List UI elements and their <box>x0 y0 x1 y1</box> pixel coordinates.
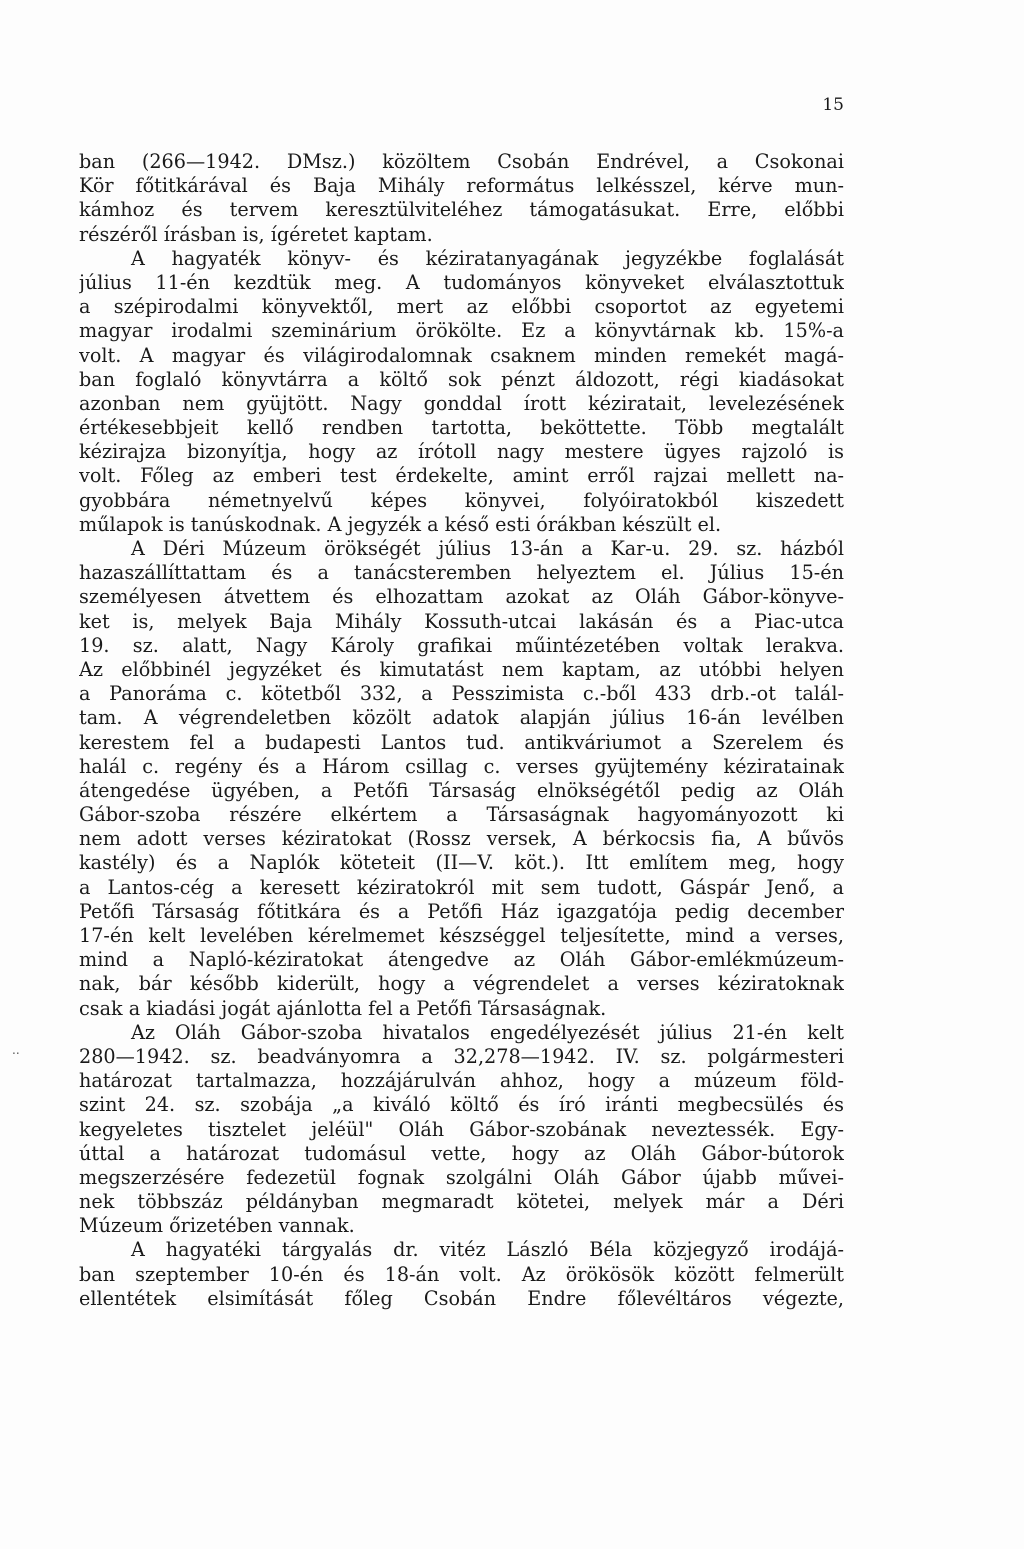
text-line: Az előbbinél jegyzéket és kimutatást nem kaptam, az utóbbi helyen <box>79 657 844 681</box>
text-line: szint 24. sz. szobája „a kiváló költő és író iránti megbecsülés és <box>79 1093 844 1117</box>
text-line: Az Oláh Gábor-szoba hivatalos engedélyezését július 21-én kelt <box>131 1020 844 1044</box>
text-line: gyobbára németnyelvű képes könyvei, folyóiratokból kiszedett <box>79 488 844 512</box>
margin-mark: .. <box>12 1043 20 1057</box>
text-line: halál c. regény és a Három csillag c. verses gyüjtemény kéziratainak <box>79 754 844 778</box>
text-line: kámhoz és tervem keresztülviteléhez támogatásukat. Erre, előbbi <box>79 198 844 222</box>
text-line: volt. A magyar és világirodalomnak csaknem minden remekét magá- <box>79 343 844 367</box>
text-line: átengedése ügyében, a Petőfi Társaság elnökségétől pedig az Oláh <box>79 778 844 802</box>
text-line: Múzeum őrizetében vannak. <box>79 1214 355 1238</box>
body-text <box>79 150 844 1311</box>
text-line: 19. sz. alatt, Nagy Károly grafikai műintézetében voltak lerakva. <box>79 633 844 657</box>
text-line: mind a Napló-kéziratokat átengedve az Oláh Gábor-emlékmúzeum- <box>79 948 844 972</box>
text-line: nak, bár később kiderült, hogy a végrendelet a verses kéziratoknak <box>79 972 844 996</box>
text-line: személyesen átvettem és elhozattam azokat az Oláh Gábor-könyve- <box>79 585 844 609</box>
text-line: kézirajza bizonyítja, hogy az írótoll nagy mestere ügyes rajzoló is <box>79 440 844 464</box>
text-line: A Déri Múzeum örökségét július 13-án a Kar-u. 29. sz. házból <box>131 537 844 560</box>
text-line: értékesebbjeit kellő rendben tartotta, beköttette. Több megtalált <box>79 416 844 440</box>
text-line: kegyeletes tisztelet jeléül" Oláh Gábor-szobának neveztessék. Egy- <box>79 1117 844 1141</box>
text-line: nem adott verses kéziratokat (Rossz versek, A bérkocsis fia, A bűvös <box>79 827 844 851</box>
text-line: a Lantos-cég a keresett kéziratokról mit sem tudott, Gáspár Jenő, a <box>79 875 844 899</box>
text-line: ellentétek elsimítását főleg Csobán Endre főlevéltáros végezte, <box>79 1286 844 1310</box>
text-line: tam. A végrendeletben közölt adatok alapján július 16-án levélben <box>79 706 844 730</box>
text-line: magyar irodalmi szeminárium örökölte. Ez a könyvtárnak kb. 15%-a <box>79 319 844 343</box>
text-line: Kör főtitkárával és Baja Mihály református lelkésszel, kérve mun- <box>79 174 844 198</box>
text-line: ket is, melyek Baja Mihály Kossuth-utcai lakásán és a Piac-utca <box>79 609 844 633</box>
text-line: hazaszállíttattam és a tanácsteremben helyeztem el. Július 15-én <box>79 561 844 585</box>
text-line: A hagyaték könyv- és kéziratanyagának jegyzékbe foglalását <box>131 246 844 270</box>
text-line: 280—1942. sz. beadványomra a 32,278—1942. IV. sz. polgármesteri <box>79 1044 844 1068</box>
text-line: részéről írásban is, ígéretet kaptam. <box>79 222 433 246</box>
text-line: július 11-én kezdtük meg. A tudományos könyveket elválasztottuk <box>79 270 844 294</box>
page-number: 15 <box>822 95 844 115</box>
text-line: a szépirodalmi könyvektől, mert az előbbi csoportot az egyetemi <box>79 295 844 319</box>
text-line: ban foglaló könyvtárra a költő sok pénzt áldozott, régi kiadásokat <box>79 367 844 391</box>
text-line: kastély) és a Naplók köteteit (II—V. köt.). Itt említem meg, hogy <box>79 851 844 875</box>
text-line: nek többszáz példányban megmaradt kötetei, melyek már a Déri <box>79 1190 844 1214</box>
text-line: megszerzésére fedezetül fognak szolgálni Oláh Gábor újabb művei- <box>79 1165 844 1189</box>
text-line: műlapok is tanúskodnak. A jegyzék a késő esti órákban készült el. <box>79 512 722 536</box>
text-line: A hagyatéki tárgyalás dr. vitéz László Béla közjegyző irodájá- <box>131 1238 844 1262</box>
text-line: úttal a határozat tudomásul vette, hogy az Oláh Gábor-bútorok <box>79 1141 844 1165</box>
text-line: Gábor-szoba részére elkértem a Társaságnak hagyományozott ki <box>79 803 844 827</box>
text-line: csak a kiadási jogát ajánlotta fel a Petőfi Társaságnak. <box>79 996 607 1020</box>
text-line: ban szeptember 10-én és 18-án volt. Az örökösök között felmerült <box>79 1262 844 1286</box>
text-line: kerestem fel a budapesti Lantos tud. antikváriumot a Szerelem és <box>79 730 844 754</box>
text-line: 17-én kelt levelében kérelmemet készséggel teljesítette, mind a verses, <box>79 924 844 947</box>
text-line: a Panoráma c. kötetből 332, a Pesszimista c.-ből 433 drb.-ot talál- <box>79 682 844 706</box>
text-line: ban (266—1942. DMsz.) közöltem Csobán Endrével, a Csokonai <box>79 150 844 173</box>
text-line: Petőfi Társaság főtitkára és a Petőfi Ház igazgatója pedig december <box>79 899 844 923</box>
text-line: azonban nem gyüjtött. Nagy gonddal írott kéziratait, levelezésének <box>79 391 844 415</box>
text-line: határozat tartalmazza, hozzájárulván ahhoz, hogy a múzeum föld- <box>79 1069 844 1093</box>
text-line: volt. Főleg az emberi test érdekelte, amint erről rajzai mellett na- <box>79 464 844 488</box>
